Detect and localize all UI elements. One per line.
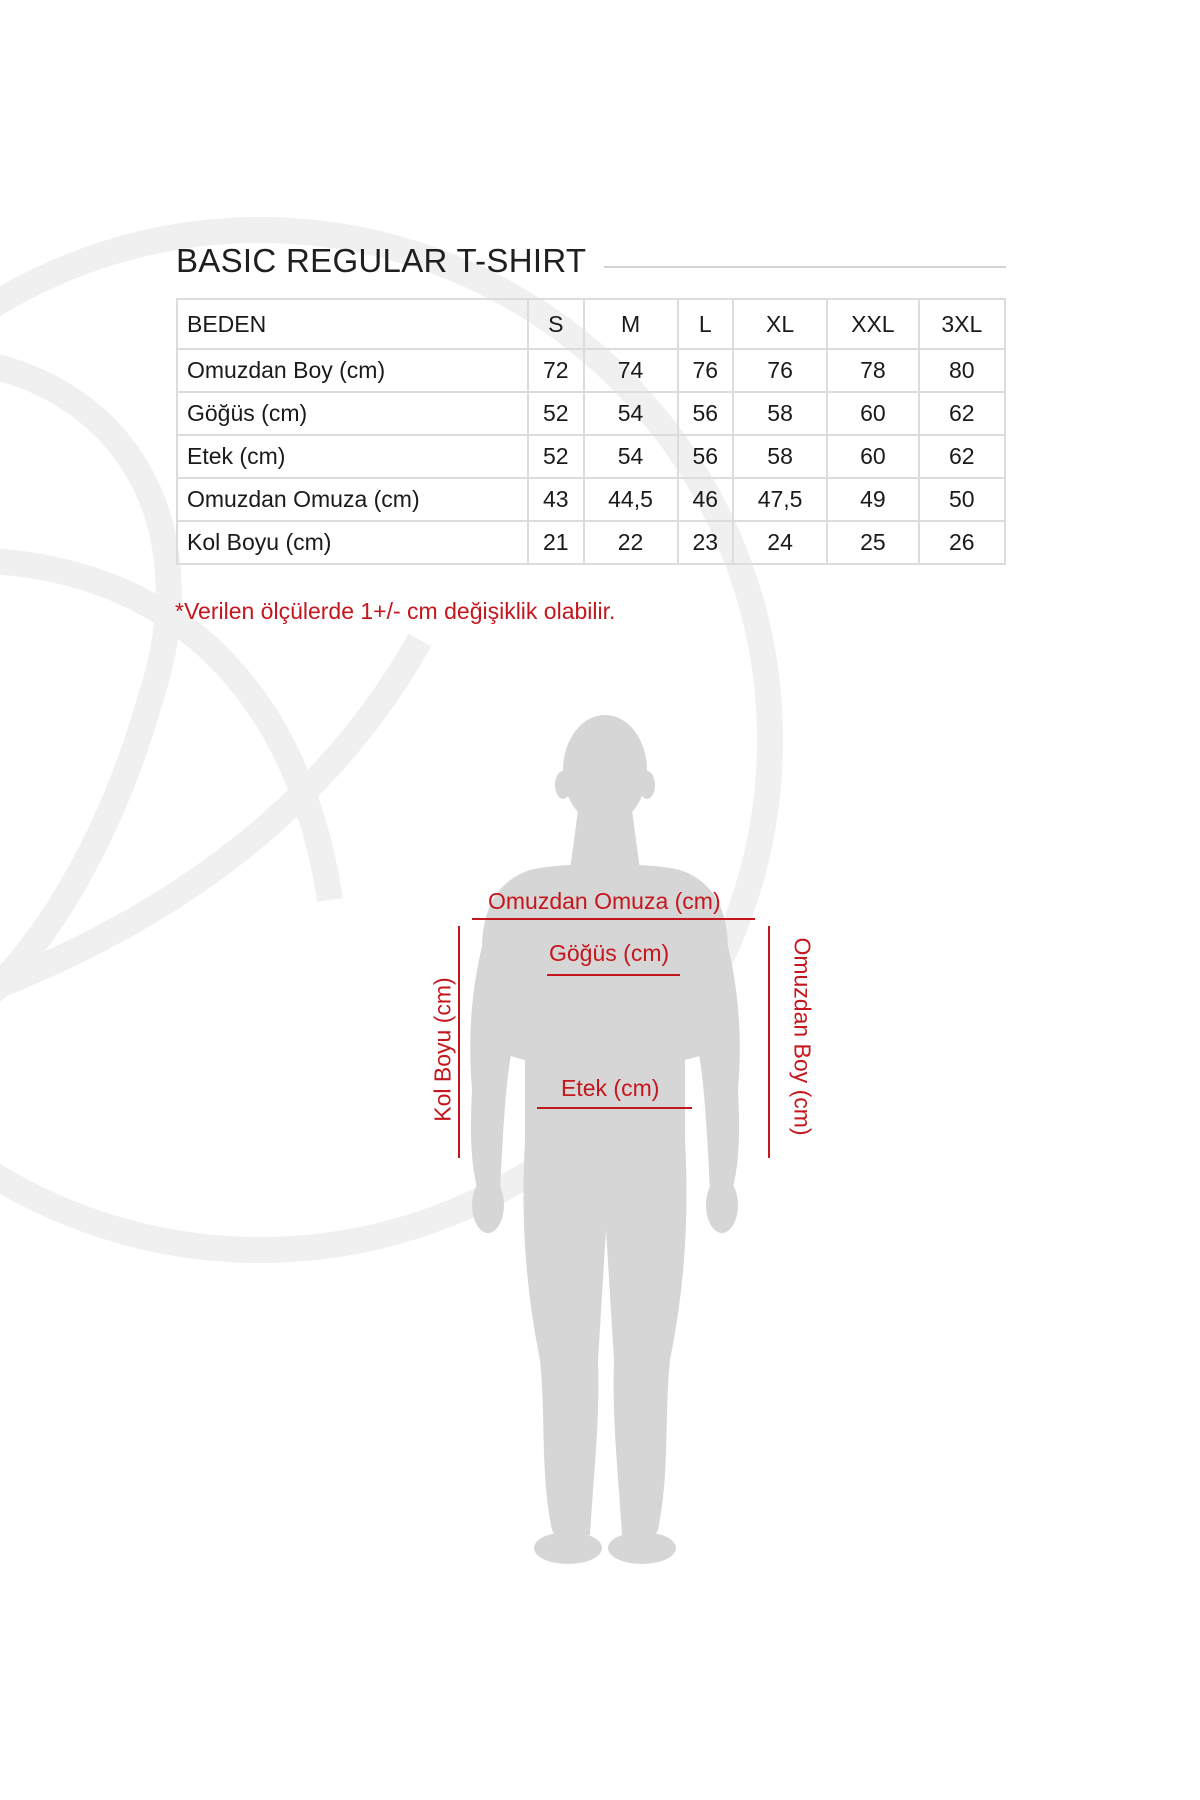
table-cell: 44,5 (584, 478, 678, 521)
table-cell: 58 (733, 392, 827, 435)
header-cell: 3XL (919, 299, 1005, 349)
table-cell: 78 (827, 349, 918, 392)
table-cell: 62 (919, 435, 1005, 478)
body-length-label: Omuzdan Boy (cm) (789, 937, 816, 1136)
table-cell: 21 (528, 521, 584, 564)
table-cell: 62 (919, 392, 1005, 435)
table-cell: 52 (528, 392, 584, 435)
table-cell: 24 (733, 521, 827, 564)
table-cell: 60 (827, 435, 918, 478)
row-label: Etek (cm) (177, 435, 528, 478)
table-cell: 23 (678, 521, 734, 564)
table-cell: 25 (827, 521, 918, 564)
row-label: Omuzdan Omuza (cm) (177, 478, 528, 521)
table-cell: 46 (678, 478, 734, 521)
table-cell: 56 (678, 392, 734, 435)
sleeve-label: Kol Boyu (cm) (429, 977, 456, 1122)
header-cell: XXL (827, 299, 918, 349)
chest-line (547, 974, 680, 976)
header-cell: M (584, 299, 678, 349)
shoulder-label: Omuzdan Omuza (cm) (488, 888, 721, 914)
measurement-tolerance-note: *Verilen ölçülerde 1+/- cm değişiklik olabilir. (175, 598, 616, 624)
table-cell: 76 (678, 349, 734, 392)
table-cell: 47,5 (733, 478, 827, 521)
table-cell: 49 (827, 478, 918, 521)
header-cell: BEDEN (177, 299, 528, 349)
table-cell: 22 (584, 521, 678, 564)
row-label: Kol Boyu (cm) (177, 521, 528, 564)
table-cell: 72 (528, 349, 584, 392)
sleeve-line (458, 926, 460, 1158)
table-cell: 50 (919, 478, 1005, 521)
table-cell: 52 (528, 435, 584, 478)
chest-label: Göğüs (cm) (549, 940, 670, 966)
table-cell: 80 (919, 349, 1005, 392)
table-cell: 60 (827, 392, 918, 435)
header-cell: L (678, 299, 734, 349)
table-cell: 26 (919, 521, 1005, 564)
header-cell: XL (733, 299, 827, 349)
table-cell: 76 (733, 349, 827, 392)
table-cell: 43 (528, 478, 584, 521)
table-cell: 54 (584, 392, 678, 435)
row-label: Göğüs (cm) (177, 392, 528, 435)
table-cell: 56 (678, 435, 734, 478)
hem-label: Etek (cm) (561, 1075, 660, 1101)
product-title: BASIC REGULAR T-SHIRT (176, 242, 587, 279)
hem-line (537, 1107, 692, 1109)
row-label: Omuzdan Boy (cm) (177, 349, 528, 392)
header-cell: S (528, 299, 584, 349)
table-cell: 74 (584, 349, 678, 392)
body-length-line (768, 926, 770, 1158)
body-silhouette (470, 715, 740, 1564)
table-cell: 54 (584, 435, 678, 478)
table-cell: 58 (733, 435, 827, 478)
shoulder-line (472, 918, 755, 920)
